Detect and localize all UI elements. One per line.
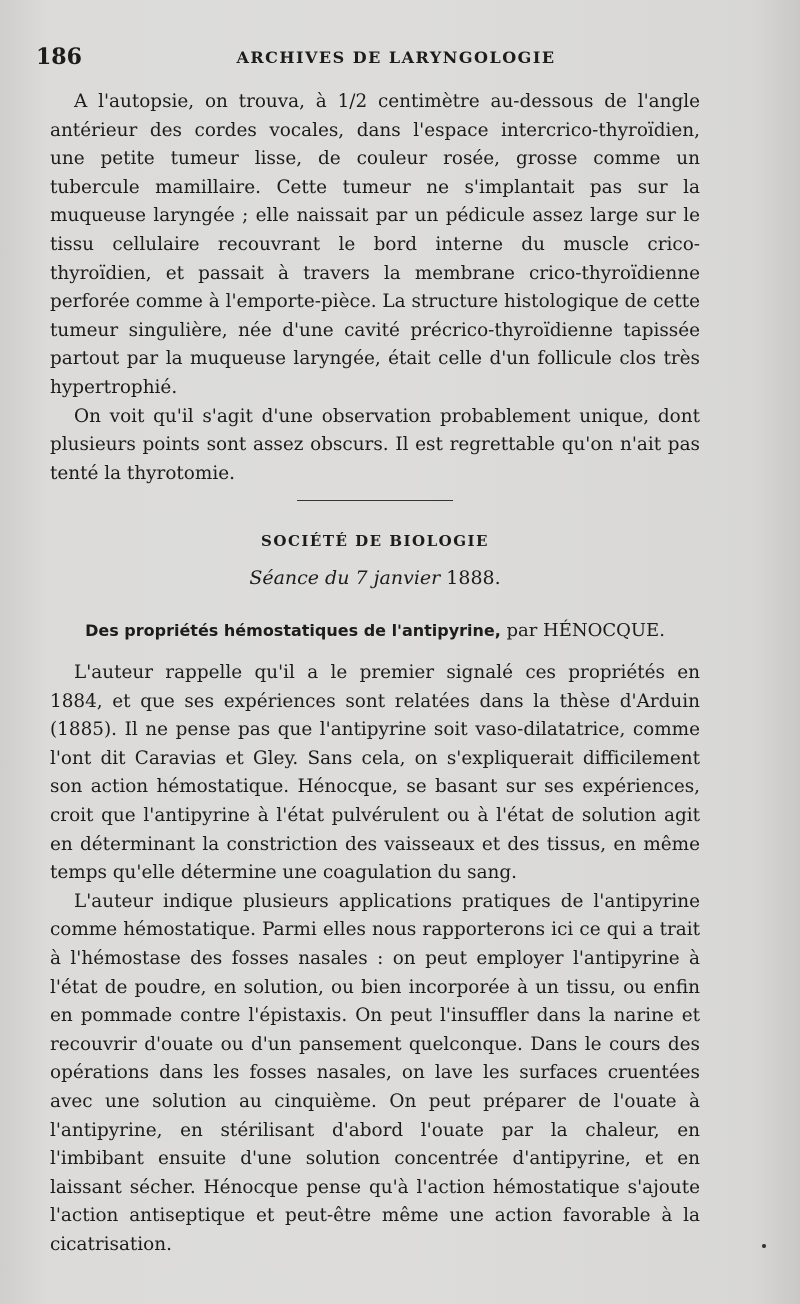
seance-year: 1888. <box>446 566 501 589</box>
society-heading: SOCIÉTÉ DE BIOLOGIE <box>261 532 489 551</box>
paragraph-autopsy: A l'autopsie, on trouva, à 1/2 centimètre au-dessous de l'angle antérieur des cordes vocales, dans l'espace intercrico-thyroïdien, une petite tumeur lisse, de couleur rosée, grosse comme un tubercule mamillaire. Cette tumeur ne s'implantait pas sur la muqueuse laryngée ; elle naissait par un pédicule assez large sur le tissu cellulaire recouvrant le bord interne du muscle crico-thyroïdien, et passait à travers la membrane crico-thyroïdienne perforée comme à l'emporte-pièce. La structure histologique de cette tumeur singulière, née d'une cavité précrico-thyroïdienne tapissée partout par la muqueuse laryngée, était celle d'un follicule clos très hypertrophié. <box>50 91 700 398</box>
page-number: 186 <box>36 44 82 70</box>
paragraph-author-recalls: L'auteur rappelle qu'il a le premier signalé ces propriétés en 1884, et que ses expériences sont relatées dans la thèse d'Arduin (1885). Il ne pense pas que l'antipyrine soit vaso-dilatatrice, comme l'ont dit Caravias et Gley. Sans cela, on s'expliquerait difficilement son action hémostatique. Hénocque, se basant sur ses expériences, croit que l'antipyrine à l'état pulvérulent ou à l'état de solution agit en déterminant la constriction des vaisseaux et des tissus, en même temps qu'elle détermine une coagulation du sang. <box>50 662 700 884</box>
paragraph-applications: L'auteur indique plusieurs applications pratiques de l'antipyrine comme hémostatique. Parmi elles nous rapporterons ici ce qui a trait à l'hémostase des fosses nasales : on peut employer l'antipyrine à l'état de poudre, en solution, ou bien incorporée à un tissu, ou enfin en pommade contre l'épistaxis. On peut l'insuffler dans la narine et recouvrir d'ouate ou d'un pansement quelconque. Dans le cours des opérations dans les fosses nasales, on lave les surfaces cruentées avec une solution au cinquième. On peut préparer de l'ouate à l'antipyrine, en stérilisant d'abord l'ouate par la chaleur, en l'imbibant ensuite d'une solution concentrée d'antipyrine, et en laissant sécher. Hénocque pense qu'à l'action hémostatique s'ajoute l'action antiseptique et peut-être même une action favorable à la cicatrisation. <box>50 890 700 1255</box>
paper-title-text: Des propriétés hémostatiques de l'antipyrine, <box>85 620 501 640</box>
section-divider <box>297 500 453 501</box>
page-body <box>50 88 700 1260</box>
paragraph-observation: On voit qu'il s'agit d'une observation probablement unique, dont plusieurs points sont assez obscurs. Il est regrettable qu'on n'ait pas tenté la thyrotomie. <box>50 405 700 484</box>
paper-title <box>50 617 700 646</box>
page-header <box>36 44 756 76</box>
seance-date-prefix: Séance du 7 janvier <box>249 566 441 589</box>
running-head: ARCHIVES DE LARYNGOLOGIE <box>236 48 556 67</box>
paper-author: par HÉNOCQUE. <box>506 619 665 641</box>
print-speck <box>762 1244 766 1248</box>
seance-date <box>50 564 700 593</box>
